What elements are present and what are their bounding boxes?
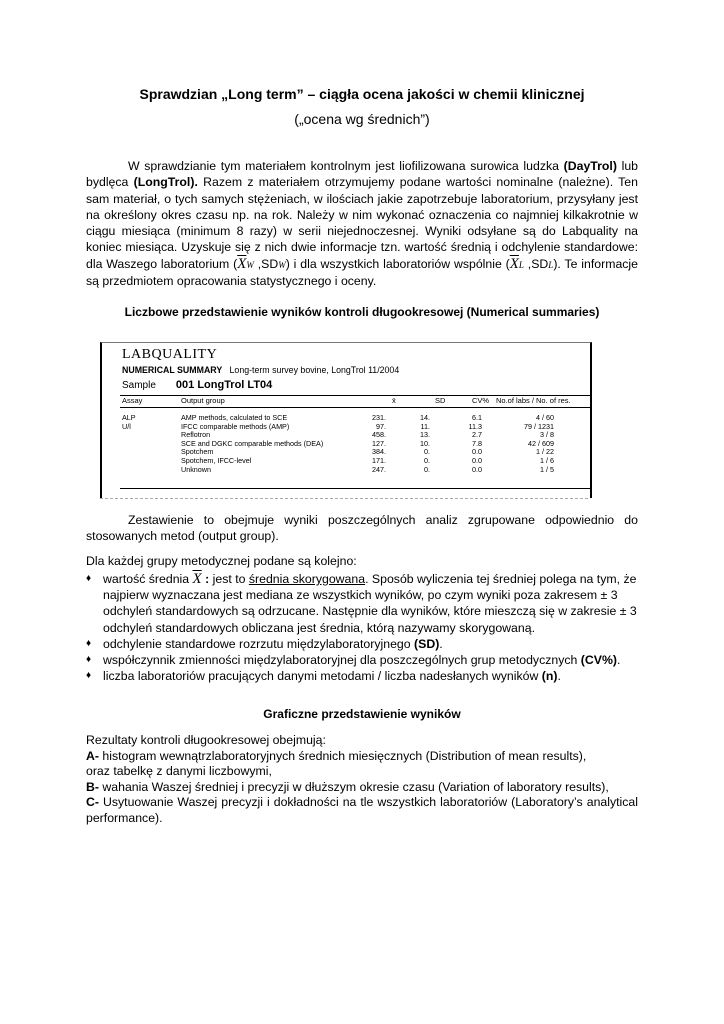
cell-sd: 0. [424, 447, 430, 457]
diamond-bullet-icon: ♦ [86, 670, 92, 682]
cell-labs: 1 / 5 [540, 464, 554, 474]
cell-labs: 1 / 22 [536, 447, 554, 457]
cell-cv: 0.0 [472, 455, 482, 465]
intro-text-5: ) i dla wszystkich laboratoriów wspólnie ( [285, 256, 510, 271]
table-rule-header [120, 407, 590, 408]
numerical-summary-line [122, 365, 399, 375]
cell-sd: 14. [420, 413, 430, 422]
xbar-symbol-lab: $\overline{X}$ [237, 255, 247, 272]
table-row [102, 430, 590, 439]
intro-text-1: W sprawdzianie tym materiałem kontrolnym jest liofilizowana surowica ludzka [128, 159, 564, 173]
item-a-text: histogram wewnątrzlaboratoryjnych średnich miesięcznych (Distribution of mean results), [98, 748, 587, 763]
cell-group: AMP methods, calculated to SCE [181, 413, 288, 422]
survey-description: Long-term survey bovine, LongTrol 11/2004 [229, 365, 400, 375]
heading-graphic-presentation: Graficzne przedstawienie wyników [263, 707, 461, 721]
bullet-4-pre: liczba laboratoriów pracujących danymi metodami / liczba nadesłanych wyników [103, 669, 542, 684]
diamond-bullet-icon: ♦ [86, 654, 92, 666]
page-subtitle: („ocena wg średnich”) [294, 111, 430, 127]
cell-x: 97. [376, 421, 386, 431]
table-row [102, 422, 590, 431]
intro-text-3: Razem z materiałem otrzymujemy podane wartości nominalne (należne). Ten sam materiał, o tych samych stężeniach, w ilościach jakie zapotrzebuje laboratorium, przysyłany jest na określony okres czasu np. na rok. Należy w nim wykonać oznaczenia co najmniej kilkakrotnie w ciągu miesiąca (minimum 8 razy) w serii niejednoczesnej. Wyniki odsyłane są do Labquality na koniec miesiąca. Uzyskuje się z nich dwie informacje tzn. wartość średnią i odchylenie standardowe: dla Waszego laboratorium ( [86, 175, 638, 271]
bullet-1-underlined: średnia skorygowana [248, 572, 366, 586]
table-rule-bottom [120, 488, 590, 489]
sample-label: Sample [122, 380, 156, 391]
cell-group: Unknown [181, 464, 211, 474]
cell-group: SCE and DGKC comparable methods (DEA) [181, 438, 324, 448]
cell-assay: U/l [122, 421, 131, 431]
bullet-1-pre: wartość średnia [103, 572, 193, 586]
cell-sd: 11. [420, 421, 430, 431]
list-item [86, 668, 638, 684]
bullet-3-bold: (CV%) [580, 653, 617, 668]
cell-labs: 4 / 60 [536, 413, 554, 422]
cell-sd: 10. [420, 438, 430, 448]
graphic-results-intro: Rezultaty kontroli długookresowej obejmują: [86, 733, 326, 747]
table-row [102, 413, 590, 422]
cell-x: 458. [372, 430, 386, 440]
cell-cv: 0.0 [472, 464, 482, 474]
intro-paragraph [86, 158, 638, 289]
cell-labs: 42 / 609 [528, 438, 554, 448]
table-row [102, 465, 590, 474]
header-cv: CV% [472, 396, 490, 405]
cell-group: IFCC comparable methods (AMP) [181, 421, 290, 431]
cell-cv: 2.7 [472, 430, 482, 440]
bullet-3-post: . [616, 653, 621, 668]
cell-labs: 1 / 6 [540, 455, 554, 465]
intro-text-4: ,SD [253, 256, 279, 271]
cell-sd: 13. [420, 430, 430, 440]
header-labs: No.of labs / No. of res. [496, 396, 571, 405]
cell-cv: 7.8 [472, 438, 482, 448]
sample-code: 001 LongTrol LT04 [175, 379, 273, 391]
header-mean: x̄ [392, 396, 396, 405]
sample-line [122, 379, 272, 391]
graphic-item-c [86, 795, 638, 826]
header-output-group: Output group [181, 396, 225, 405]
cell-cv: 6.1 [472, 413, 482, 422]
table-cut-edge [100, 494, 588, 499]
labquality-logo: LABQUALITY [122, 347, 218, 362]
item-b-label: B- [86, 779, 99, 794]
list-item [86, 571, 638, 636]
bullet-4-bold: (n) [541, 669, 558, 684]
cell-assay: ALP [122, 413, 136, 422]
subscript-l: L [518, 259, 524, 270]
bullet-1-colon: : [201, 572, 213, 586]
cell-sd: 0. [424, 464, 430, 474]
header-sd: SD [435, 396, 446, 405]
item-c-text: Usytuowanie Waszej precyzji i dokładności na tle wszystkich laboratoriów (Laboratory’s analytical performance). [86, 795, 638, 825]
header-assay: Assay [122, 396, 143, 405]
item-a-label: A- [86, 748, 99, 763]
paragraph-output-group-text: Zestawienie to obejmuje wyniki poszczególnych analiz zgrupowane odpowiednio do stosowanych metod (output group). [86, 513, 638, 543]
list-item [86, 636, 638, 652]
cell-group: Reflotron [181, 430, 211, 440]
bullet-list [86, 571, 638, 684]
intro-text-6: ,SD [523, 256, 549, 271]
numerical-summary-label: NUMERICAL SUMMARY [122, 365, 223, 375]
diamond-bullet-icon: ♦ [86, 573, 92, 584]
table-body [102, 413, 590, 473]
subscript-w: W [246, 259, 254, 270]
bullet-2-post: . [439, 636, 443, 651]
item-a-text-cont: oraz tabelkę z danymi liczbowymi, [86, 764, 272, 779]
paragraph-list-intro: Dla każdej grupy metodycznej podane są kolejno: [86, 554, 357, 568]
table-row [102, 447, 590, 456]
bullet-1-mid: jest to [212, 572, 249, 586]
subscript-w-2: W [278, 259, 286, 270]
table-row [102, 456, 590, 465]
paragraph-output-group [86, 512, 638, 544]
page-title: Sprawdzian „Long term” – ciągła ocena jakości w chemii klinicznej [139, 86, 585, 102]
cell-x: 127. [372, 438, 386, 448]
cell-x: 247. [372, 464, 386, 474]
bullet-3-pre: współczynnik zmienności międzylaboratoryjnej dla poszczególnych grup metodycznych [103, 653, 581, 668]
cell-group: Spotchem [181, 447, 214, 457]
bullet-1-post: . Sposób wyliczenia tej średniej polega na tym, że najpierw wyznaczana jest mediana ze wszystkich wyników, po czym wyniki poza zakresem ± 3 odchyleń standardowych są odrzucane. Następnie dla wyników, które mieszczą się w zakresie ± 3 odchyleń standardowych obliczana jest średnia, którą nazywamy skorygowaną. [103, 572, 637, 635]
table-row [102, 439, 590, 448]
graphic-item-b [86, 780, 638, 796]
diamond-bullet-icon: ♦ [86, 637, 92, 649]
cell-x: 231. [372, 413, 386, 422]
cell-cv: 0.0 [472, 447, 482, 457]
xbar-symbol-bullet: $\overline{X}$ [192, 571, 202, 587]
cell-x: 171. [372, 455, 386, 465]
intro-text-7: ). Te informacje są przedmiotem opracowania statystycznego i oceny. [86, 256, 639, 289]
bullet-2-bold: (SD) [414, 636, 440, 651]
daytrol-bold: (DayTrol) [563, 159, 617, 173]
item-b-text: wahania Waszej średniej i precyzji w dłuższym okresie czasu (Variation of laboratory results), [98, 779, 609, 794]
cell-group: Spotchem, IFCC-level [181, 455, 252, 465]
bullet-2-pre: odchylenie standardowe rozrzutu międzylaboratoryjnego [103, 636, 415, 651]
item-c-label: C- [86, 795, 99, 810]
heading-numerical-summaries: Liczbowe przedstawienie wyników kontroli długookresowej (Numerical summaries) [124, 305, 600, 319]
cell-x: 384. [372, 447, 386, 457]
cell-sd: 0. [424, 455, 430, 465]
labquality-summary-table [100, 342, 592, 498]
longtrol-bold: (LongTrol). [133, 175, 198, 190]
list-item [86, 652, 638, 668]
graphic-item-a [86, 749, 638, 765]
cell-cv: 11.3 [468, 421, 482, 431]
paragraph-graphic-results [86, 733, 638, 827]
bullet-4-post: . [557, 669, 561, 684]
cell-labs: 79 / 1231 [524, 421, 554, 431]
intro-text-2: lub bydlęca [86, 159, 638, 190]
subscript-l-2: L [548, 259, 554, 270]
xbar-symbol-all: $\overline{X}$ [509, 255, 519, 272]
cell-labs: 3 / 8 [540, 430, 554, 440]
